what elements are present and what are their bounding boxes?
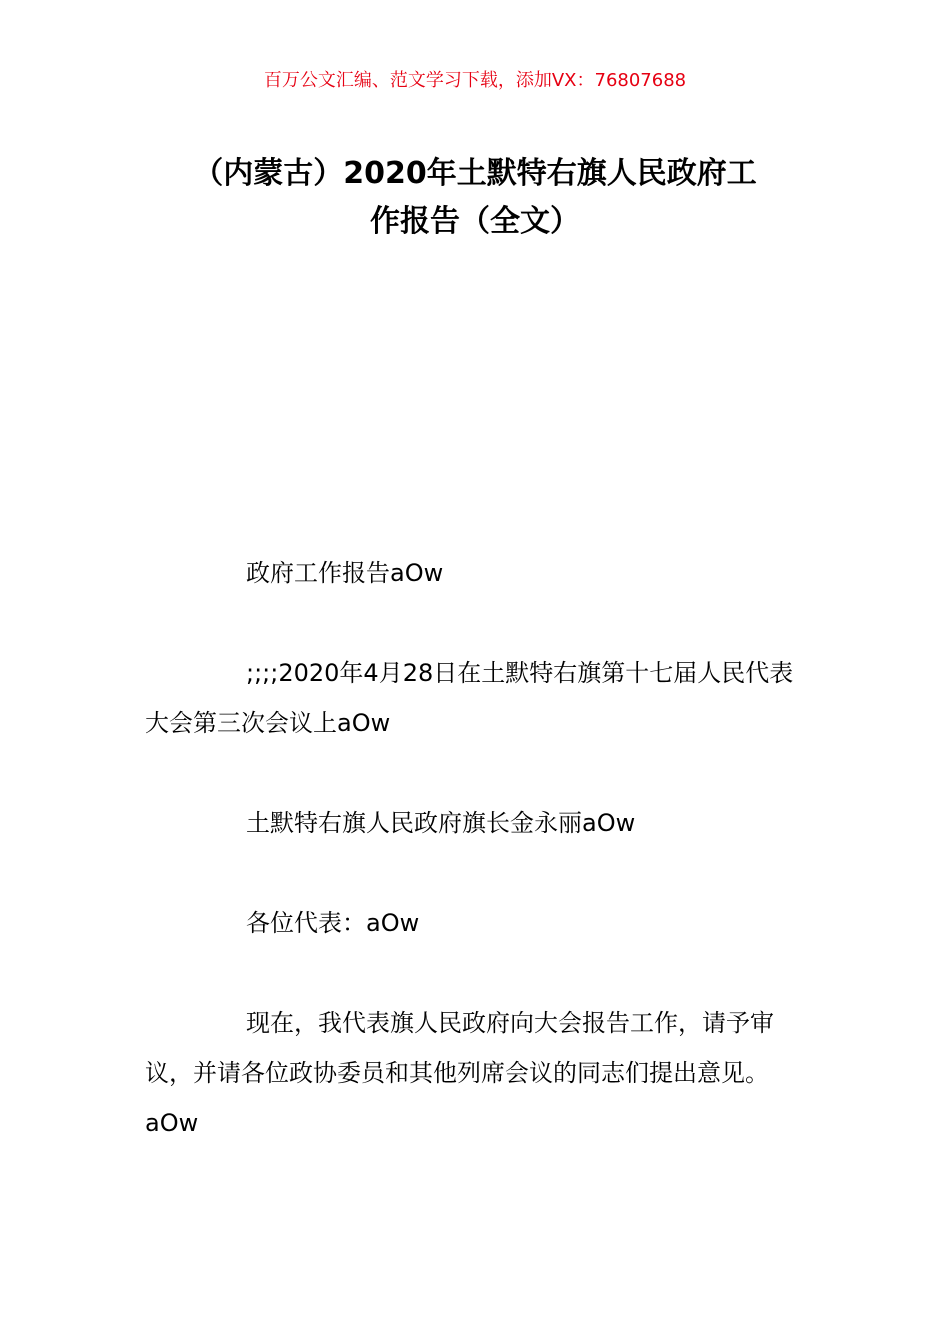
paragraph-salutation: 各位代表：aOw [246,909,420,937]
document-body [145,548,809,1148]
header-watermark-note: 百万公文汇编、范文学习下载，添加VX：76807688 [263,70,687,91]
document-title [145,150,805,246]
paragraph-speaker: 土默特右旗人民政府旗长金永丽aOw [246,809,636,837]
paragraph-opening: 现在，我代表旗人民政府向大会报告工作，请予审议，并请各位政协委员和其他列席会议的同志们提出意见。aOw [145,1009,774,1137]
paragraph-report-label: 政府工作报告aOw [246,559,444,587]
title-line-2: 作报告（全文） [370,204,580,239]
paragraph-date-venue: ;;;;2020年4月28日在土默特右旗第十七届人民代表大会第三次会议上aOw [145,659,794,737]
title-line-1: （内蒙古）2020年土默特右旗人民政府工 [193,156,757,191]
